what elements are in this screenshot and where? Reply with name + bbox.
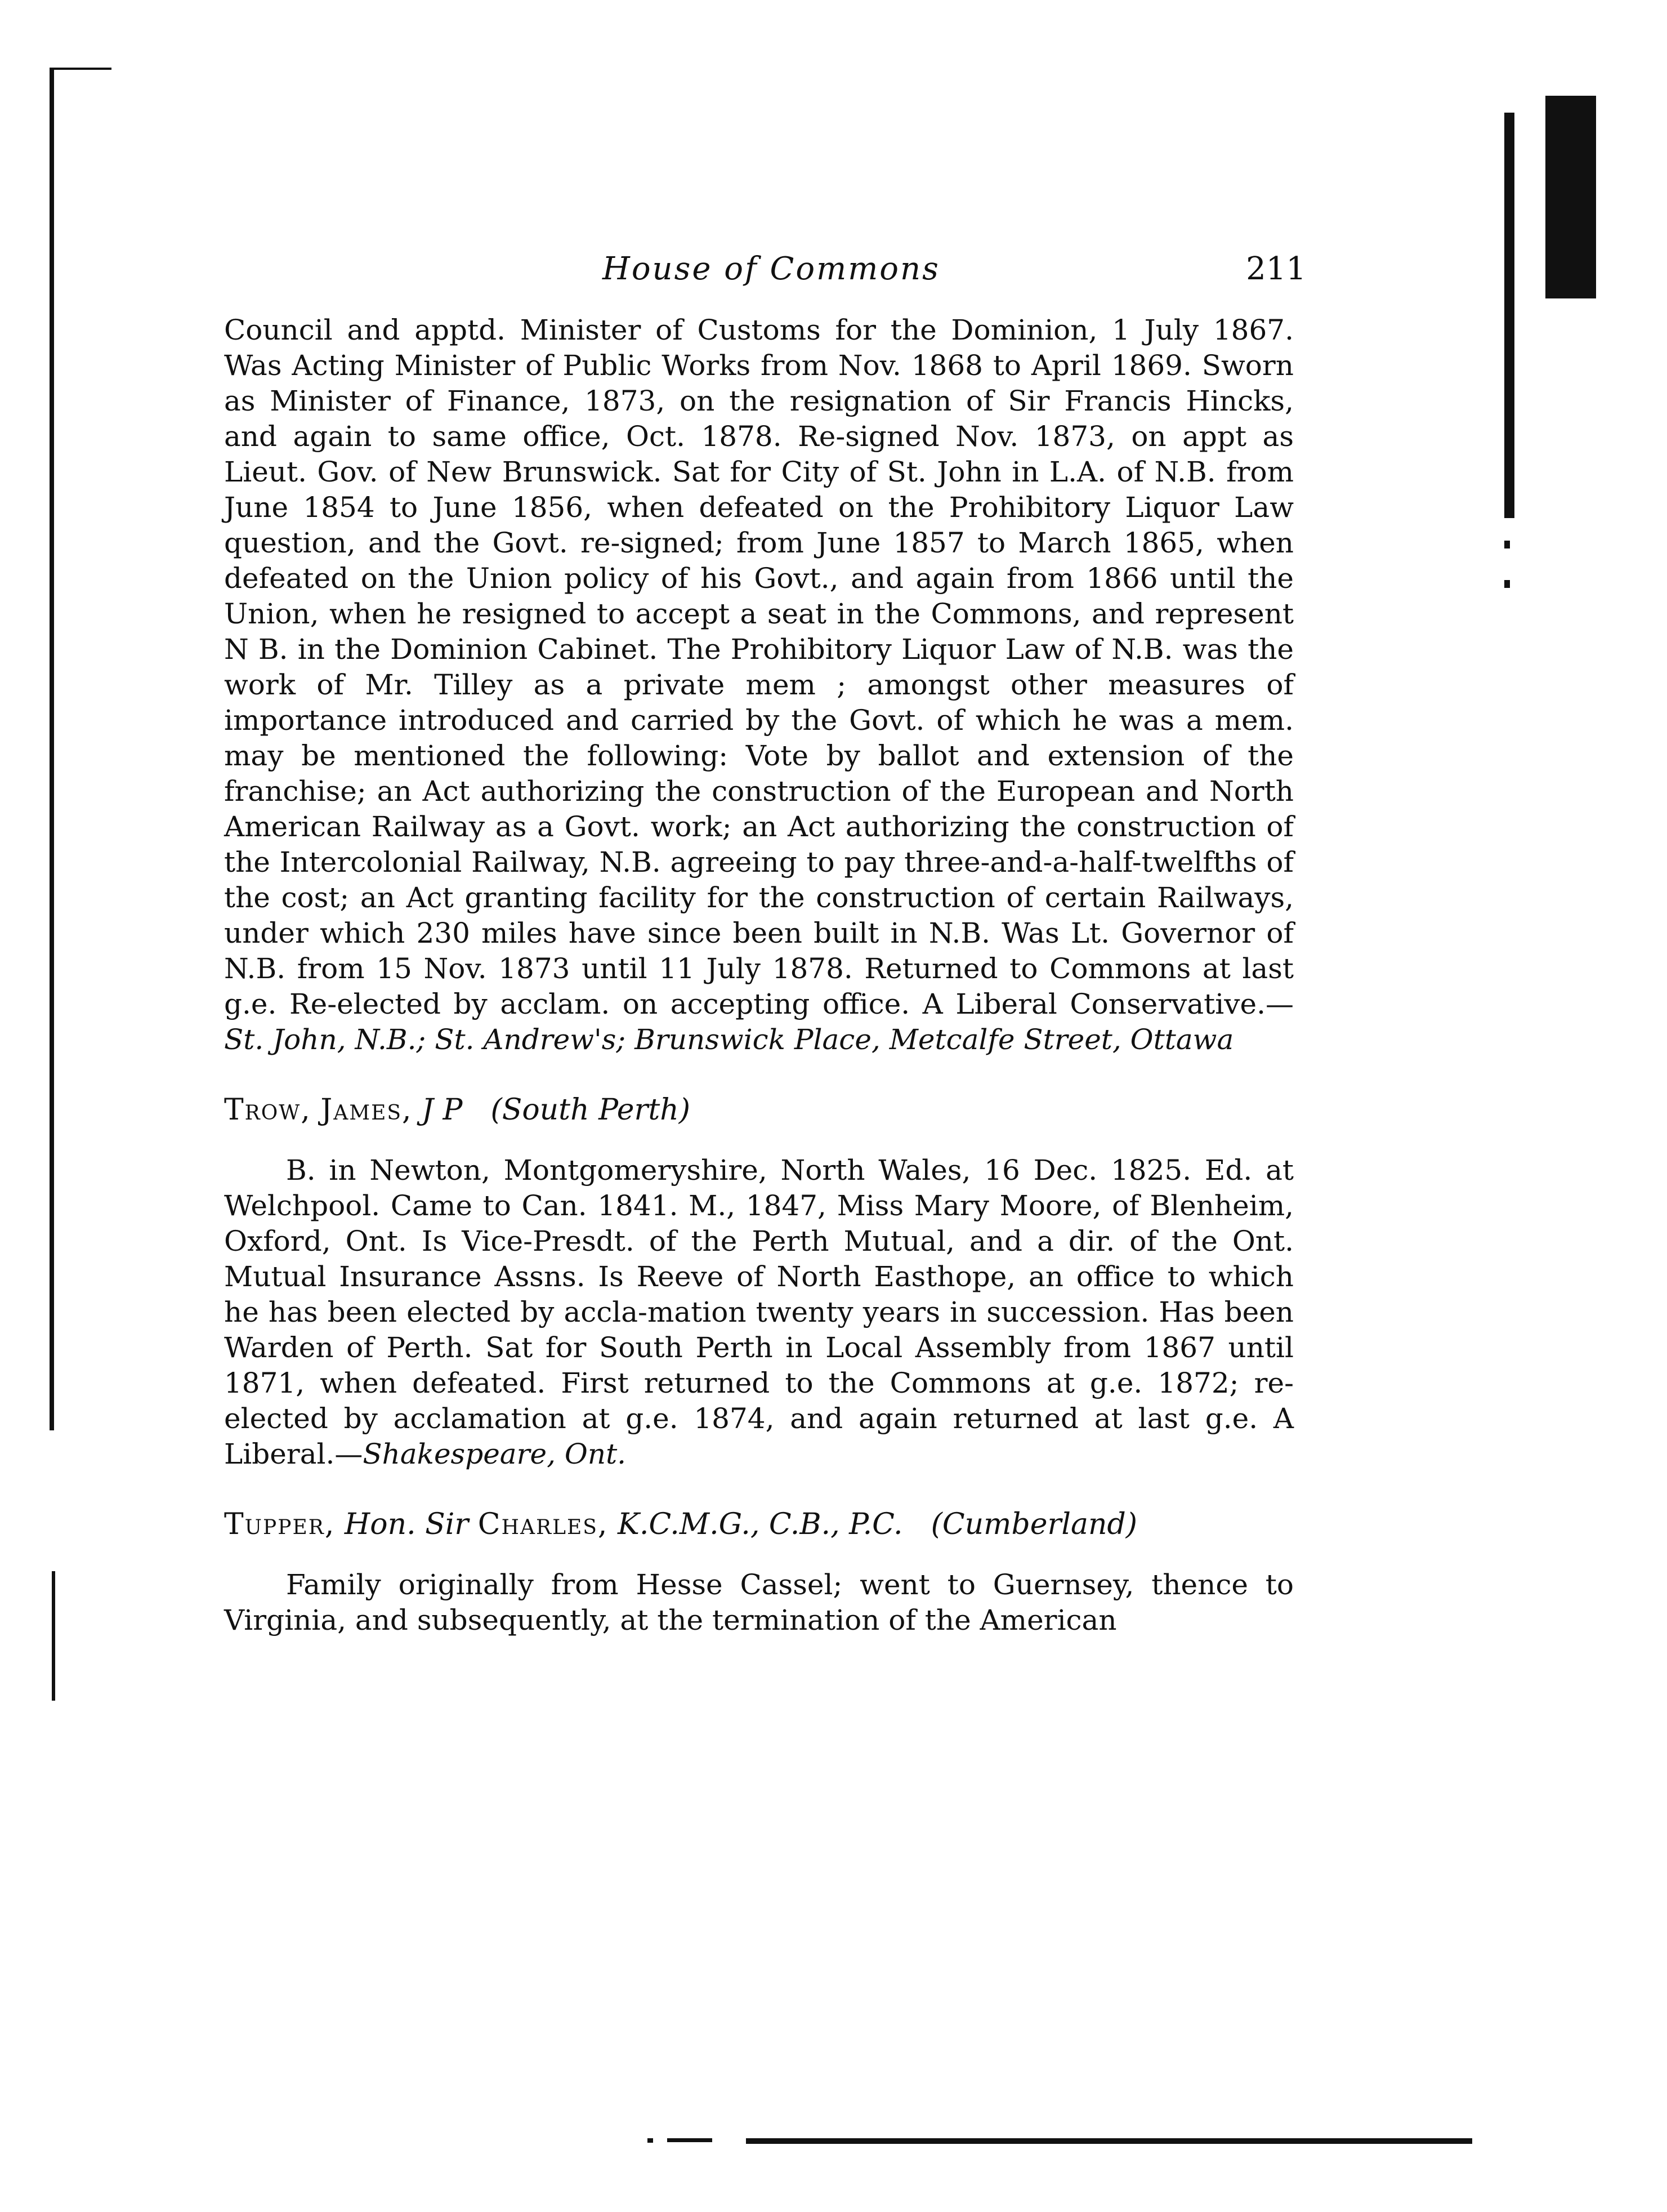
page-number: 211 bbox=[1246, 251, 1306, 287]
entry-heading-tupper bbox=[224, 1507, 1294, 1542]
scan-edge-bottom-1 bbox=[667, 2138, 712, 2142]
entry-title: K.C.M.G., C.B., P.C. bbox=[617, 1508, 903, 1541]
entry-constituency: (South Perth) bbox=[490, 1093, 691, 1127]
entry-title: J P bbox=[422, 1093, 463, 1127]
entry-honorific: Hon. Sir bbox=[344, 1508, 469, 1541]
entry-given-name: James, bbox=[320, 1093, 413, 1127]
scan-speck bbox=[1504, 541, 1510, 548]
entry-address: Shakespeare, Ont. bbox=[363, 1438, 627, 1470]
entry-surname: Tupper, bbox=[224, 1508, 336, 1541]
entry-constituency: (Cumberland) bbox=[931, 1508, 1138, 1541]
continued-entry bbox=[224, 313, 1294, 1058]
scan-speck bbox=[1504, 580, 1510, 588]
scan-edge-top-tick bbox=[50, 68, 111, 70]
entry-body-trow bbox=[224, 1153, 1294, 1472]
entry-given-name: Charles, bbox=[477, 1508, 609, 1541]
scan-edge-right-bar-2 bbox=[1504, 113, 1514, 518]
scan-edge-left bbox=[50, 68, 54, 1430]
continued-entry-text: Council and apptd. Minister of Customs for the Dominion, 1 July 1867. Was Acting Minister of Public Works from Nov. 1868 to April 1869. Sworn as Minister of Finance, 1873, on the resignation of Sir Francis Hincks, and again to same office, Oct. 1878. Re-signed Nov. 1873, on appt as Lieut. Gov. of New Brunswick. Sat for City of St. John in L.A. of N.B. from June 1854 to June 1856, when defeated on the Prohibitory Liquor Law question, and the Govt. re-signed; from June 1857 to March 1865, when defeated on the Union policy of his Govt., and again from 1866 until the Union, when he resigned to accept a seat in the Commons, and represent N B. in the Dominion Cabinet. The Prohibitory Liquor Law of N.B. was the work of Mr. Tilley as a private mem ; amongst other measures of importance introduced and carried by the Govt. of which he was a mem. may be mentioned the following: Vote by ballot and extension of the franchise; an Act authorizing the construction of the European and North American Railway as a Govt. work; an Act authorizing the construction of the Intercolonial Railway, N.B. agreeing to pay three-and-a-half-twelfths of the cost; an Act granting facility for the construction of certain Railways, under which 230 miles have since been built in N.B. Was Lt. Governor of N.B. from 15 Nov. 1873 until 11 July 1878. Returned to Commons at last g.e. Re-elected by acclam. on accepting office. A Liberal Conservative.— bbox=[224, 314, 1294, 1020]
entry-text: B. in Newton, Montgomeryshire, North Wales, 16 Dec. 1825. Ed. at Welchpool. Came to Can. 1841. M., 1847, Miss Mary Moore, of Blenheim, Oxford, Ont. Is Vice-Presdt. of the Perth Mutual, and a dir. of the Ont. Mutual Insurance Assns. Is Reeve of North Easthope, an office to which he has been elected by accla-mation twenty years in succession. Has been Warden of Perth. Sat for South Perth in Local Assembly from 1867 until 1871, when defeated. First returned to the Commons at g.e. 1872; re-elected by acclamation at g.e. 1874, and again returned at last g.e. A Liberal.— bbox=[224, 1154, 1294, 1470]
page-body bbox=[224, 313, 1294, 1638]
entry-body-tupper bbox=[224, 1567, 1294, 1638]
scan-edge-bottom-2 bbox=[746, 2138, 1472, 2144]
continued-entry-address: St. John, N.B.; St. Andrew's; Brunswick Place, Metcalfe Street, Ottawa bbox=[224, 1023, 1234, 1056]
scan-edge-left-lower bbox=[52, 1571, 55, 1701]
entry-text: Family originally from Hesse Cassel; went to Guernsey, thence to Virginia, and subsequently, at the termination of the American bbox=[224, 1568, 1294, 1636]
running-title: House of Commons bbox=[602, 251, 940, 287]
entry-surname: Trow, bbox=[224, 1093, 311, 1127]
scan-edge-right-bar bbox=[1545, 96, 1596, 298]
scan-speck bbox=[647, 2138, 653, 2143]
running-header bbox=[220, 239, 1306, 290]
entry-heading-trow bbox=[224, 1092, 1294, 1128]
